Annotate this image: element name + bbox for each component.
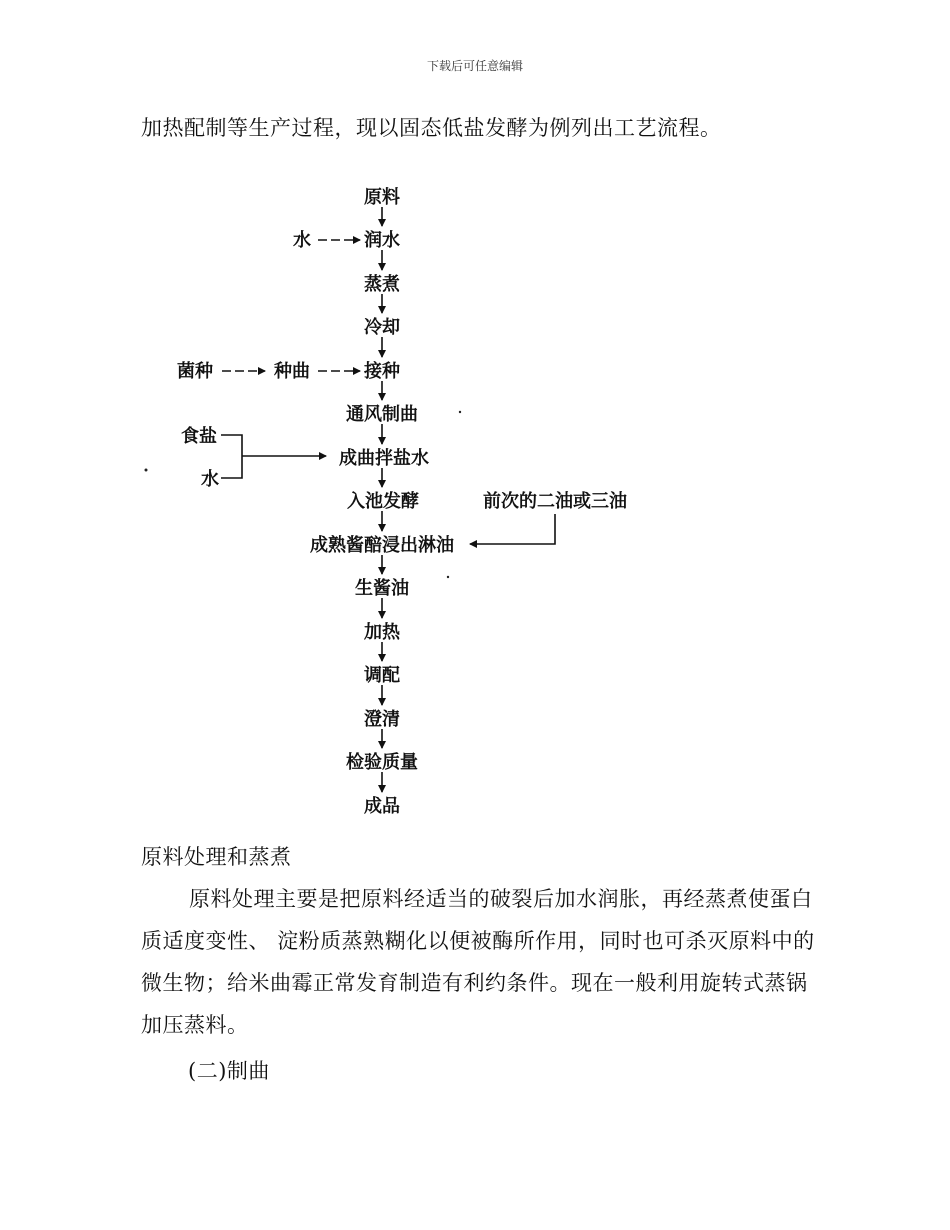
step-fermentation: 入池发酵 [347,491,419,512]
step-raw-soy-sauce: 生酱油 [355,578,409,599]
input-salt-water: 水 [201,469,219,490]
section-body-raw-material: 原料处理主要是把原料经适当的破裂后加水润胀，再经蒸煮使蛋白质适度变性、 淀粉质蒸熟糊化以便被酶所作用，同时也可杀灭原料中的微生物；给米曲霉正常发育制造有利约条件。现在一般利用旋转式蒸锅加压蒸料。 [141,887,815,1037]
input-seed-koji: 种曲 [274,361,310,382]
step-inoculation: 接种 [364,361,400,382]
section-heading-raw-material: 原料处理和蒸煮 [141,845,292,869]
step-koji-making: 通风制曲 [346,404,418,425]
scan-speck [447,576,449,578]
step-raw-material: 原料 [364,187,400,208]
step-quality-check: 检验质量 [346,752,418,773]
scan-speck [459,411,461,413]
input-starter-culture: 菌种 [177,361,213,382]
arrow-recycle-oil [470,514,555,544]
scan-speck [145,469,148,472]
page-header: 下载后可任意编辑 [426,59,523,73]
salt-water-bracket [221,435,242,478]
intro-paragraph: 加热配制等生产过程，现以固态低盐发酵为例列出工艺流程。 [141,116,722,140]
step-heating: 加热 [364,622,400,643]
input-water: 水 [293,230,311,251]
step-leaching: 成熟酱醅浸出淋油 [310,535,454,556]
step-steaming: 蒸煮 [364,274,400,295]
input-salt: 食盐 [181,426,217,447]
step-moistening: 润水 [364,230,400,251]
step-cooling: 冷却 [364,317,400,338]
step-koji-brine-mix: 成曲拌盐水 [339,448,429,469]
input-recycled-oil: 前次的二油或三油 [483,491,627,512]
step-finished-product: 成品 [364,796,400,817]
step-clarification: 澄清 [364,709,400,730]
step-blending: 调配 [364,665,400,686]
section-heading-koji: (二)制曲 [188,1059,270,1083]
